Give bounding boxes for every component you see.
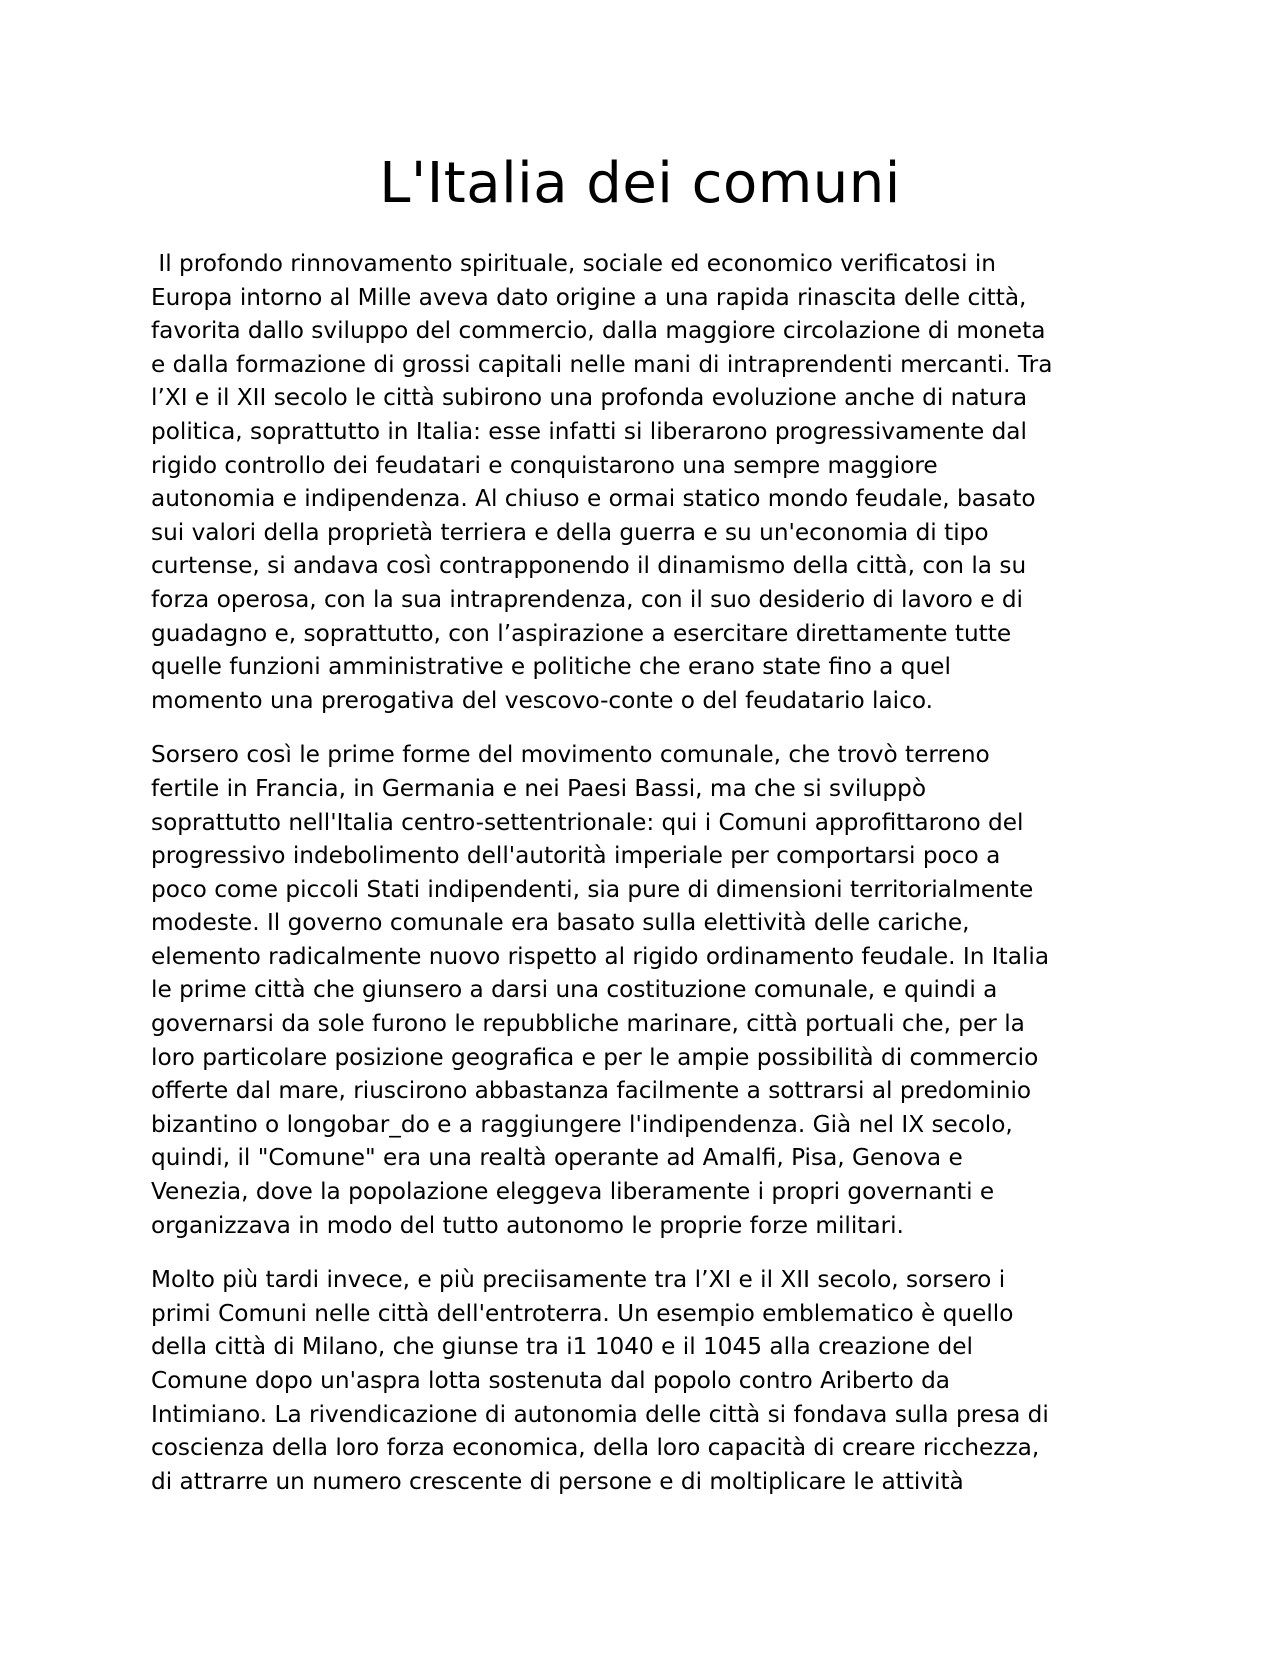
text-line: guadagno e, soprattutto, con l’aspirazione a esercitare direttamente tutte	[151, 619, 1012, 647]
text-line: Il profondo rinnovamento spirituale, sociale ed economico verificatosi in	[151, 250, 996, 277]
text-line: Comune dopo un'aspra lotta sostenuta dal popolo contro Ariberto da	[151, 1367, 951, 1394]
paragraph-2	[151, 738, 1136, 1242]
text-line: momento una prerogativa del vescovo-conte o del feudatario laico.	[151, 686, 934, 714]
text-line: Intimiano. La rivendicazione di autonomia delle città si fondava sulla presa di	[151, 1400, 1049, 1428]
text-line: Sorsero così le prime forme del movimento comunale, che trovò terreno	[151, 741, 990, 769]
text-line: rigido controllo dei feudatari e conquistarono una sempre maggiore	[151, 451, 938, 479]
text-line: bizantino o longobar_do e a raggiungere l'indipendenza. Già nel IX secolo,	[151, 1110, 1013, 1138]
text-line: fertile in Francia, in Germania e nei Paesi Bassi, ma che si sviluppò	[151, 774, 927, 802]
text-line: Venezia, dove la popolazione eleggeva liberamente i propri governanti e	[151, 1178, 995, 1206]
text-line: sui valori della proprietà terriera e della guerra e su un'economia di tipo	[151, 518, 989, 546]
text-line: forza operosa, con la sua intraprendenza, con il suo desiderio di lavoro e di	[151, 585, 1023, 613]
text-line: Europa intorno al Mille aveva dato origine a una rapida rinascita delle città,	[151, 283, 1027, 311]
text-line: quindi, il "Comune" era una realtà operante ad Amalfi, Pisa, Genova e	[151, 1144, 963, 1172]
text-line: l’XI e il XII secolo le città subirono una profonda evoluzione anche di natura	[151, 384, 1028, 412]
paragraph-1	[151, 247, 1136, 717]
document-body	[151, 247, 1136, 1519]
text-line: primi Comuni nelle città dell'entroterra. Un esempio emblematico è quello	[151, 1299, 1014, 1327]
text-line: della città di Milano, che giunse tra i1 1040 e il 1045 alla creazione del	[151, 1333, 973, 1361]
text-line: progressivo indebolimento dell'autorità imperiale per comportarsi poco a	[151, 842, 1001, 870]
text-line: offerte dal mare, riuscirono abbastanza facilmente a sottrarsi al predominio	[151, 1077, 1032, 1105]
text-line: poco come piccoli Stati indipendenti, sia pure di dimensioni territorialmente	[151, 875, 1034, 903]
text-line: organizzava in modo del tutto autonomo le proprie forze militari.	[151, 1211, 904, 1239]
text-line: loro particolare posizione geografica e per le ampie possibilità di commercio	[151, 1043, 1039, 1071]
text-line: quelle funzioni amministrative e politiche che erano state fino a quel	[151, 653, 951, 681]
text-line: Molto più tardi invece, e più preciisamente tra l’XI e il XII secolo, sorsero i	[151, 1266, 1006, 1294]
text-line: curtense, si andava così contrapponendo il dinamismo della città, con la su	[151, 552, 1027, 580]
text-line: governarsi da sole furono le repubbliche marinare, città portuali che, per la	[151, 1010, 1025, 1038]
text-line: soprattutto nell'Italia centro-settentrionale: qui i Comuni approfittarono del	[151, 808, 1024, 836]
paragraph-3	[151, 1263, 1136, 1498]
text-line: le prime città che giunsero a darsi una costituzione comunale, e quindi a	[151, 976, 998, 1004]
text-line: coscienza della loro forza economica, della loro capacità di creare ricchezza,	[151, 1434, 1040, 1462]
page-title: L'Italia dei comuni	[379, 151, 901, 216]
text-line: politica, soprattutto in Italia: esse infatti si liberarono progressivamente dal	[151, 417, 1027, 445]
text-line: autonomia e indipendenza. Al chiuso e ormai statico mondo feudale, basato	[151, 485, 1036, 513]
text-line: elemento radicalmente nuovo rispetto al rigido ordinamento feudale. In Italia	[151, 942, 1050, 970]
text-line: favorita dallo sviluppo del commercio, dalla maggiore circolazione di moneta	[151, 317, 1046, 345]
text-line: modeste. Il governo comunale era basato sulla elettività delle cariche,	[151, 909, 970, 937]
text-line: e dalla formazione di grossi capitali nelle mani di intraprendenti mercanti. Tra	[151, 350, 1053, 378]
text-line: di attrarre un numero crescente di persone e di moltiplicare le attività	[151, 1467, 964, 1495]
